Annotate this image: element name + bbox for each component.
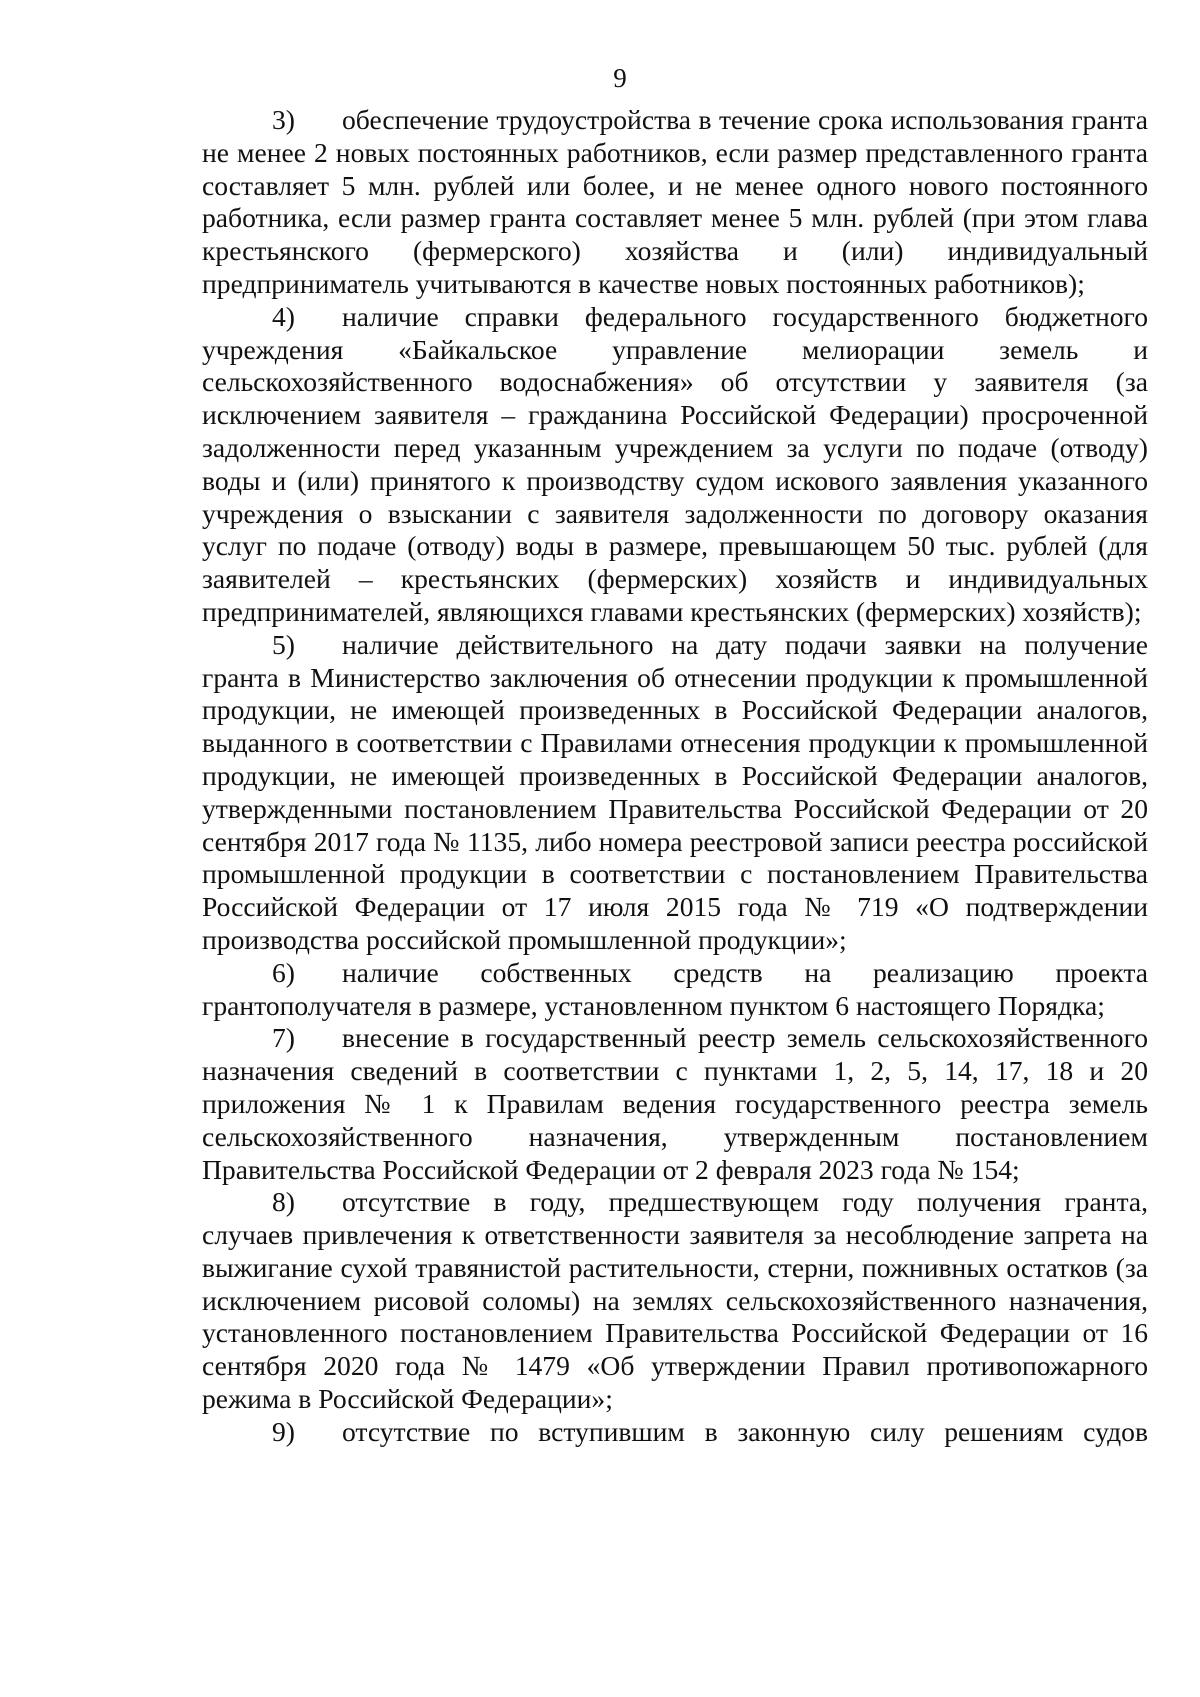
page-number: 9 [613, 63, 627, 93]
item-number: 5) [272, 628, 295, 660]
list-item-4 [202, 301, 1148, 629]
item-number: 9) [272, 1415, 295, 1447]
list-item-6 [202, 957, 1148, 1023]
item-number: 4) [272, 300, 295, 332]
item-text: наличие собственных средств на реализацию проекта грантополучателя в размере, установленном пунктом 6 настоящего Порядка; [202, 956, 1148, 1021]
item-text: отсутствие в году, предшествующем году получения гранта, случаев привлечения к ответственности заявителя за несоблюдение запрета на выжигание сухой травянистой растительности, стерни, пожнивных остатков (за исключением рисовой соломы) на землях сельскохозяйственного назначения, установленного постановлением Правительства Российской Федерации от 16 сентября 2020 года № 1479 «Об утверждении Правил противопожарного режима в Российской Федерации»; [202, 1186, 1148, 1415]
item-number: 3) [272, 104, 295, 135]
item-text: обеспечение трудоустройства в течение срока использования гранта не менее 2 новых постоянных работников, если размер представленного гранта составляет 5 млн. рублей или более, и не менее одного нового постоянного работника, если размер гранта составляет менее 5 млн. рублей (при этом глава крестьянского (фермерского) хозяйства и (или) индивидуальный предприниматель учитываются в качестве новых постоянных работников); [202, 104, 1148, 299]
item-number: 8) [272, 1186, 295, 1218]
list-item-7 [202, 1022, 1148, 1186]
item-text: отсутствие по вступившим в законную силу решениям судов [342, 1415, 1148, 1447]
list-item-5 [202, 629, 1148, 957]
item-text: наличие действительного на дату подачи заявки на получение гранта в Министерство заключения об отнесении продукции к промышленной продукции, не имеющей произведенных в Российской Федерации аналогов, выданного в соответствии с Правилами отнесения продукции к промышленной продукции, не имеющей произведенных в Российской Федерации аналогов, утвержденными постановлением Правительства Российской Федерации от 20 сентября 2017 года № 1135, либо номера реестровой записи реестра российской промышленной продукции в соответствии с постановлением Правительства Российской Федерации от 17 июля 2015 года № 719 «О подтверждении производства российской промышленной продукции»; [202, 628, 1148, 955]
item-number: 6) [272, 956, 295, 988]
item-text: наличие справки федерального государственного бюджетного учреждения «Байкальское управление мелиорации земель и сельскохозяйственного водоснабжения» об отсутствии у заявителя (за исключением заявителя – гражданина Российской Федерации) просроченной задолженности перед указанным учреждением за услуги по подаче (отводу) воды и (или) принятого к производству судом искового заявления указанного учреждения о взыскании с заявителя задолженности по договору оказания услуг по подаче (отводу) воды в размере, превышающем 50 тыс. рублей (для заявителей – крестьянских (фермерских) хозяйств и индивидуальных предпринимателей, являющихся главами крестьянских (фермерских) хозяйств); [202, 300, 1148, 627]
item-text: внесение в государственный реестр земель сельскохозяйственного назначения сведений в соответствии с пунктами 1, 2, 5, 14, 17, 18 и 20 приложения № 1 к Правилам ведения государственного реестра земель сельскохозяйственного назначения, утвержденным постановлением Правительства Российской Федерации от 2 февраля 2023 года № 154; [202, 1022, 1148, 1185]
item-number: 7) [272, 1022, 295, 1054]
list-item-3 [202, 104, 1148, 301]
list-item-9 [202, 1416, 1148, 1449]
list-item-8 [202, 1186, 1148, 1416]
document-body [202, 104, 1148, 1449]
